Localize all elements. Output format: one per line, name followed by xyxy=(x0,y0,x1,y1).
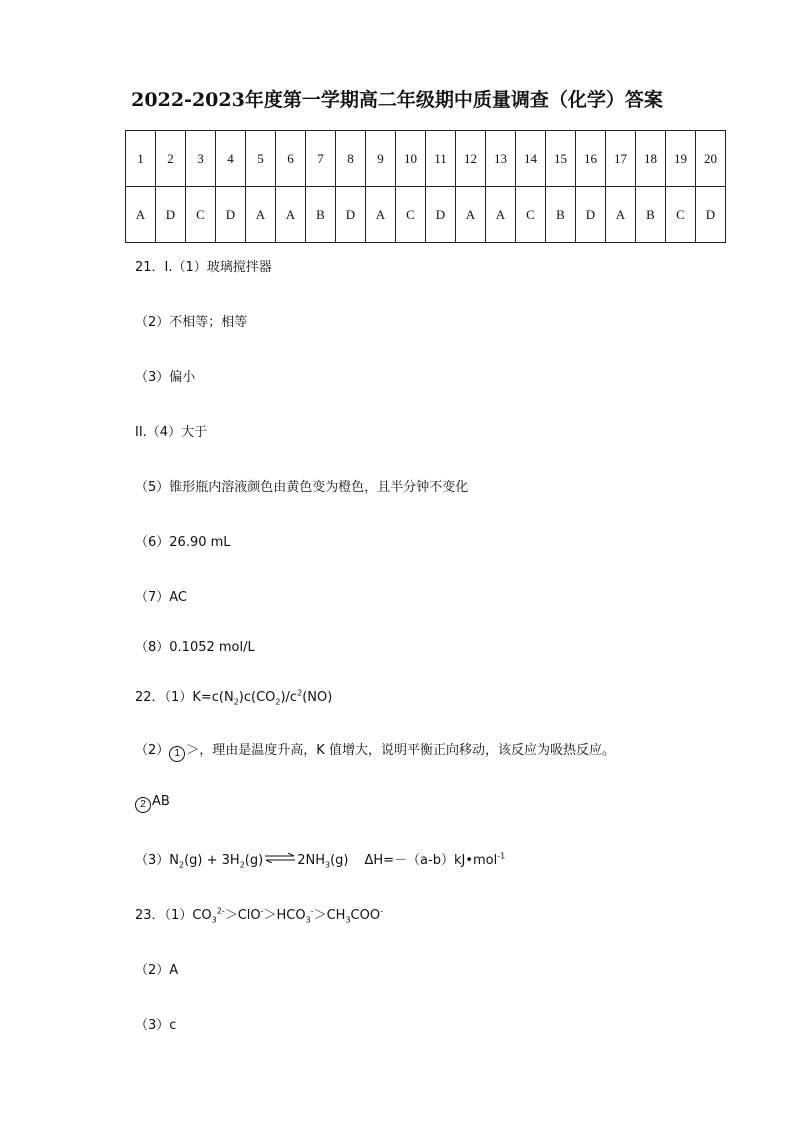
answer-cell: B xyxy=(636,187,666,243)
answer-cell: C xyxy=(516,187,546,243)
q21-line-8: （8）0.1052 mol/L xyxy=(135,640,255,655)
q22-line-1 xyxy=(135,686,332,705)
question-number-cell: 5 xyxy=(246,131,276,187)
subscript: 3 xyxy=(211,915,217,925)
q23-line-3: （3）c xyxy=(135,1018,177,1033)
q22-l2-text: ＞，理由是温度升高，K 值增大，说明平衡正向移动，该反应为吸热反应。 xyxy=(186,743,615,758)
q22-l4-d: (g) xyxy=(330,853,349,868)
q22-line-3 xyxy=(135,794,170,813)
q21-line-4: II.（4）大于 xyxy=(135,425,208,440)
q21-line-7: （7）AC xyxy=(135,590,188,605)
q22-l3-text: AB xyxy=(152,794,170,809)
q22-l4-e: ΔH=－（a-b）kJ•mol xyxy=(364,853,498,868)
answer-cell: A xyxy=(276,187,306,243)
q22-line-4 xyxy=(135,849,505,868)
answer-cell: B xyxy=(306,187,336,243)
q22-l1-prefix: 22．（1）K=c(N xyxy=(135,690,234,705)
superscript: - xyxy=(380,906,383,916)
q23-l1-prefix: 23．（1）CO xyxy=(135,908,212,923)
question-number-cell: 9 xyxy=(366,131,396,187)
answer-table xyxy=(125,130,726,243)
question-number-cell: 3 xyxy=(186,131,216,187)
q21-line-3: （3）偏小 xyxy=(135,370,196,385)
q22-l2-prefix: （2） xyxy=(135,743,170,758)
q23-line-1 xyxy=(135,904,383,923)
answer-cell: C xyxy=(396,187,426,243)
q22-l4-c: 2NH xyxy=(297,853,325,868)
q22-l1-mid1: )c(CO xyxy=(238,690,276,705)
q22-l1-end: (NO) xyxy=(302,690,333,705)
question-number-cell: 13 xyxy=(486,131,516,187)
subscript: 2 xyxy=(179,860,185,870)
answer-cell: C xyxy=(666,187,696,243)
question-number-cell: 15 xyxy=(546,131,576,187)
circled-number-1: 1 xyxy=(169,746,185,762)
answer-cell: A xyxy=(456,187,486,243)
subscript: 3 xyxy=(324,860,331,870)
subscript: 2 xyxy=(275,697,281,707)
answer-cell: A xyxy=(366,187,396,243)
page-title: 2022-2023年度第一学期高二年级期中质量调查（化学）答案 xyxy=(131,89,663,111)
question-number-cell: 11 xyxy=(426,131,456,187)
question-number-cell: 7 xyxy=(306,131,336,187)
answer-cell: D xyxy=(576,187,606,243)
superscript: 2- xyxy=(216,906,225,916)
q22-l1-mid2: )/c xyxy=(280,690,298,705)
q23-l1-a: ＞ClO xyxy=(224,908,261,923)
question-number-cell: 2 xyxy=(156,131,186,187)
answer-cell: A xyxy=(486,187,516,243)
equilibrium-arrow-icon xyxy=(264,853,296,863)
superscript: -1 xyxy=(497,851,506,861)
question-number-cell: 17 xyxy=(606,131,636,187)
answer-cell: A xyxy=(606,187,636,243)
answer-cell: C xyxy=(186,187,216,243)
superscript: 2 xyxy=(297,688,303,698)
circled-number-2: 2 xyxy=(135,797,151,813)
answer-cell: D xyxy=(426,187,456,243)
answer-cell: D xyxy=(156,187,186,243)
q21-line-1: 21．I.（1）玻璃搅拌器 xyxy=(135,260,272,275)
answer-cell: A xyxy=(126,187,156,243)
answer-cell: D xyxy=(696,187,726,243)
question-number-cell: 14 xyxy=(516,131,546,187)
answer-cell: A xyxy=(246,187,276,243)
subscript: 3 xyxy=(345,915,351,925)
question-number-cell: 16 xyxy=(576,131,606,187)
question-number-cell: 20 xyxy=(696,131,726,187)
question-number-cell: 12 xyxy=(456,131,486,187)
subscript: 2 xyxy=(239,860,245,870)
superscript: - xyxy=(260,906,264,916)
question-number-row xyxy=(126,131,726,187)
answer-cell: B xyxy=(546,187,576,243)
question-number-cell: 4 xyxy=(216,131,246,187)
q21-line-2: （2）不相等；相等 xyxy=(135,315,248,330)
question-number-cell: 8 xyxy=(336,131,366,187)
q21-line-6: （6）26.90 mL xyxy=(135,535,231,550)
answer-row xyxy=(126,187,726,243)
answer-cell: D xyxy=(336,187,366,243)
question-number-cell: 18 xyxy=(636,131,666,187)
q22-l4-prefix: （3）N xyxy=(135,853,179,868)
question-number-cell: 6 xyxy=(276,131,306,187)
question-number-cell: 19 xyxy=(666,131,696,187)
q23-l1-b: ＞HCO xyxy=(263,908,306,923)
q23-l1-d: COO xyxy=(350,908,381,923)
q23-line-2: （2）A xyxy=(135,963,179,978)
q22-l4-b: (g) xyxy=(244,853,264,868)
answer-cell: D xyxy=(216,187,246,243)
question-number-cell: 10 xyxy=(396,131,426,187)
subscript: 3 xyxy=(305,915,311,925)
q23-l1-c: ＞CH xyxy=(313,908,346,923)
question-number-cell: 1 xyxy=(126,131,156,187)
subscript: 2 xyxy=(233,697,239,707)
q21-line-5: （5）锥形瓶内溶液颜色由黄色变为橙色，且半分钟不变化 xyxy=(135,480,469,495)
q22-l4-a: (g) + 3H xyxy=(184,853,240,868)
superscript: - xyxy=(310,906,314,916)
q22-line-2 xyxy=(135,739,615,762)
